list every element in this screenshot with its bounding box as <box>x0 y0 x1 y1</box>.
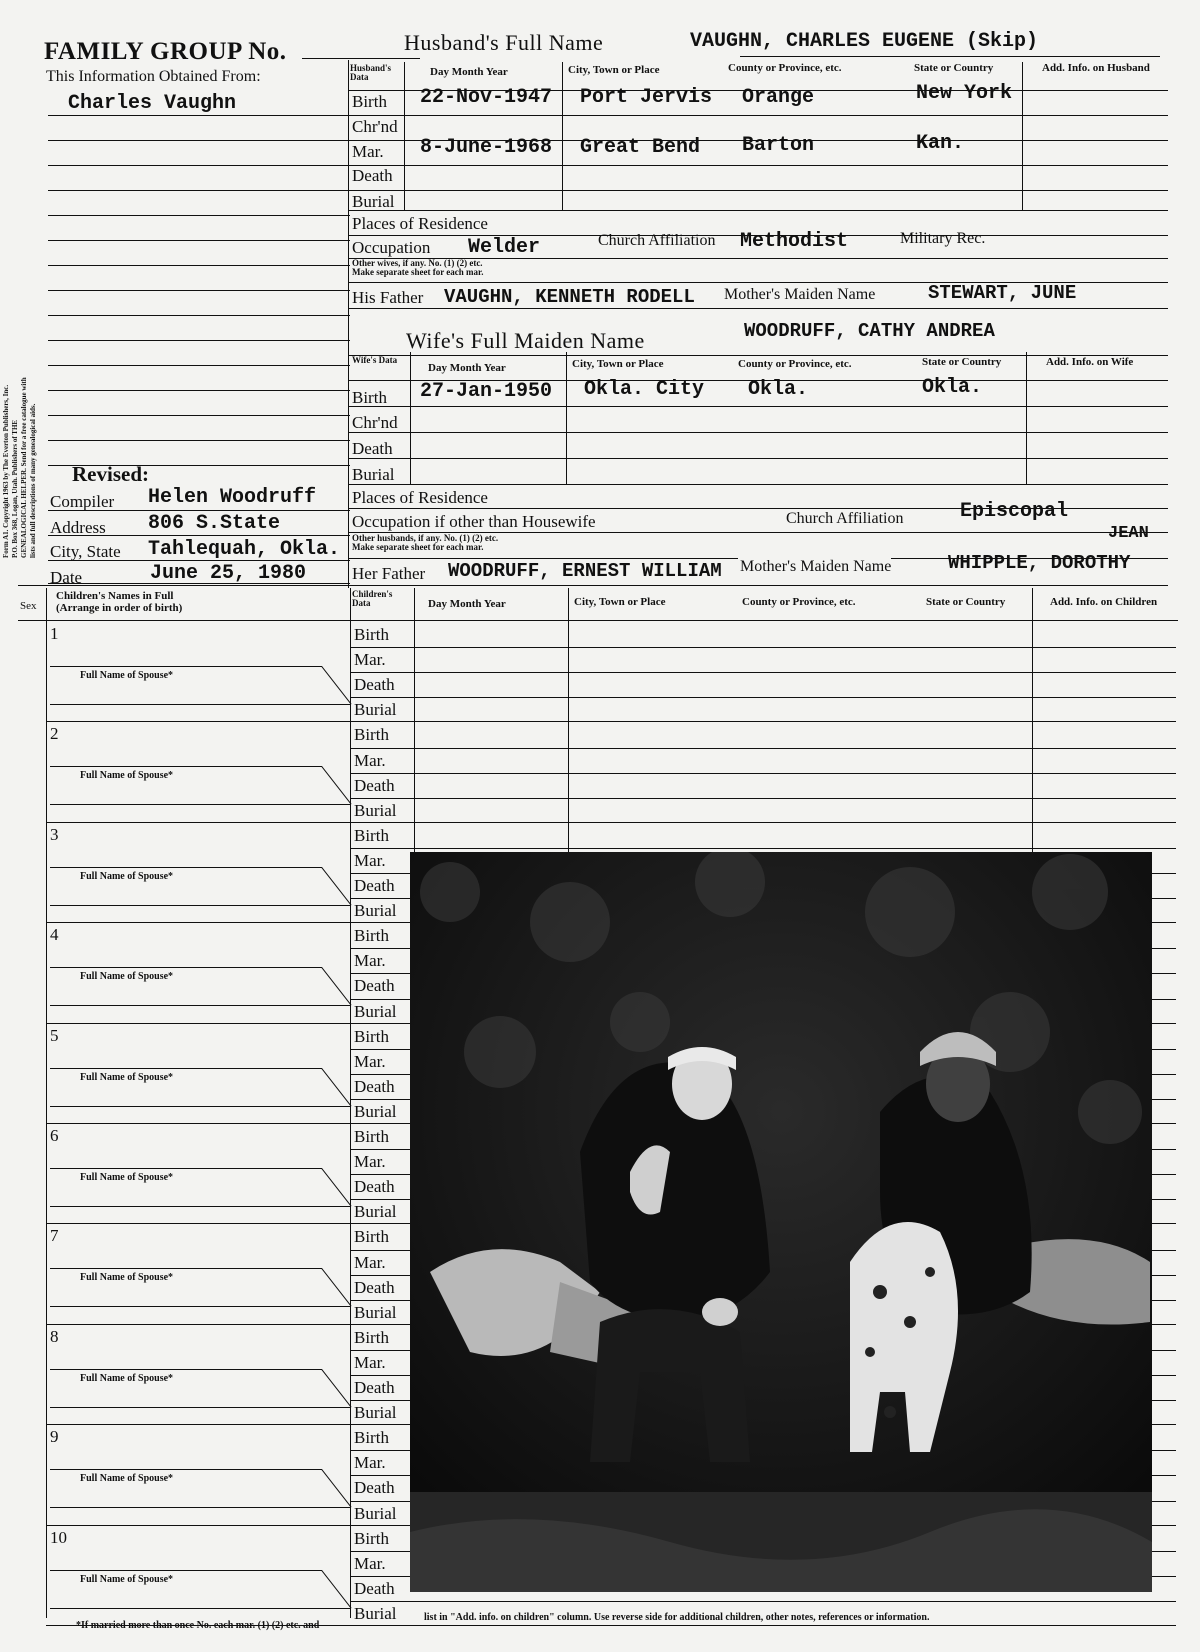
husband-data-header: Husband's Data <box>350 63 392 82</box>
child-event-label: Mar. <box>354 750 386 770</box>
family-photo <box>410 852 1152 1592</box>
husband-birth-label: Birth <box>352 92 387 111</box>
col-county: County or Province, etc. <box>728 62 842 74</box>
child-number: 6 <box>50 1126 59 1145</box>
wife-data-header: Wife's Data <box>352 355 398 365</box>
child-event-label: Burial <box>354 1302 397 1322</box>
publisher-line: P.O. Box 368, Logan, Utah. Publishers of THE <box>11 419 19 558</box>
spouse-name-line <box>50 1005 350 1006</box>
col-add-children: Add. Info. on Children <box>1050 596 1158 608</box>
spouse-label: Full Name of Spouse* <box>80 1071 174 1083</box>
spouse-label: Full Name of Spouse* <box>80 1272 174 1284</box>
spouse-underline <box>50 1268 322 1269</box>
publisher-line: Form A1. Copyright 1963 by The Everton Publishers, Inc. <box>2 384 10 558</box>
husband-burial-label: Burial <box>352 192 395 211</box>
child-event-label: Death <box>354 1478 395 1498</box>
child-event-label: Death <box>354 1076 395 1096</box>
wife-birth-date: 27-Jan-1950 <box>420 380 553 403</box>
spouse-slant-line <box>321 766 351 804</box>
child-block-divider <box>46 822 1176 823</box>
compiler-label: Compiler <box>50 492 115 511</box>
address-label: Address <box>50 518 106 537</box>
date-value: June 25, 1980 <box>150 562 307 585</box>
child-event-label: Death <box>354 976 395 996</box>
child-event-label: Birth <box>354 1026 389 1046</box>
wife-chr-label: Chr'nd <box>352 413 398 432</box>
child-event-label: Birth <box>354 1327 389 1347</box>
child-row-line <box>350 848 1176 849</box>
child-event-label: Death <box>354 775 395 795</box>
obtained-from-label: This Information Obtained From: <box>46 68 261 85</box>
child-event-label: Burial <box>354 1001 397 1021</box>
children-data-header: Children's Data <box>352 589 393 608</box>
spouse-slant-line <box>321 1168 351 1206</box>
child-number: 3 <box>50 824 59 844</box>
children-names-line2: (Arrange in order of birth) <box>56 602 183 614</box>
col-add-wife: Add. Info. on Wife <box>1046 356 1134 368</box>
publisher-line: GENEALOGICAL HELPER. Send for a free catalogue with <box>20 377 28 558</box>
spouse-slant-line <box>321 1469 351 1507</box>
husband-birth-date: 22-Nov-1947 <box>420 86 553 109</box>
spouse-slant-line <box>321 967 351 1005</box>
spouse-label: Full Name of Spouse* <box>80 971 174 983</box>
wife-father-value: WOODRUFF, ERNEST WILLIAM <box>448 560 722 582</box>
child-col-state: State or Country <box>926 596 1006 608</box>
wife-col-state: State or Country <box>922 356 1002 368</box>
child-event-label: Birth <box>354 1428 389 1448</box>
husband-name-value: VAUGHN, CHARLES EUGENE (Skip) <box>690 30 1039 53</box>
child-event-label: Mar. <box>354 1553 386 1573</box>
child-event-label: Burial <box>354 700 397 720</box>
child-event-label: Birth <box>354 1528 389 1548</box>
husband-church-value: Methodist <box>740 230 849 253</box>
child-row-line <box>350 672 1176 673</box>
wife-col-county: County or Province, etc. <box>738 358 852 370</box>
child-event-label: Birth <box>354 1127 389 1146</box>
child-number: 2 <box>50 724 59 744</box>
wife-residence-label: Places of Residence <box>352 488 488 507</box>
child-event-label: Burial <box>354 901 397 921</box>
husband-mar-county: Barton <box>742 134 815 157</box>
child-event-label: Death <box>354 1277 395 1297</box>
wife-church-label: Church Affiliation <box>786 510 904 527</box>
children-names-label <box>56 590 182 614</box>
husband-death-label: Death <box>352 166 393 185</box>
publisher-line: lists and full descriptions of many genealogical aids. <box>29 403 37 558</box>
spouse-underline <box>50 666 322 667</box>
wife-birth-label: Birth <box>352 388 387 407</box>
wife-birth-state: Okla. <box>922 376 983 399</box>
spouse-label: Full Name of Spouse* <box>80 870 174 882</box>
child-number: 7 <box>50 1226 59 1246</box>
spouse-label: Full Name of Spouse* <box>80 1172 174 1183</box>
husband-birth-state: New York <box>916 82 1013 105</box>
child-col-city: City, Town or Place <box>574 596 666 608</box>
husband-occupation-value: Welder <box>468 236 541 259</box>
child-event-label: Burial <box>354 1503 397 1523</box>
child-number: 1 <box>50 624 59 643</box>
husband-father-label: His Father <box>352 288 424 307</box>
publisher-note <box>0 300 42 560</box>
child-event-label: Mar. <box>354 1152 386 1172</box>
child-col-date: Day Month Year <box>428 598 506 610</box>
spouse-underline <box>50 1469 322 1470</box>
other-husbands-label <box>352 534 498 552</box>
spouse-name-line <box>50 1608 350 1609</box>
child-event-label: Mar. <box>354 951 386 971</box>
spouse-label: Full Name of Spouse* <box>80 1372 174 1384</box>
husband-mother-value: STEWART, JUNE <box>928 282 1077 304</box>
wife-birth-county: Okla. <box>748 378 809 401</box>
child-row-line <box>350 773 1176 774</box>
other-husbands-line2: Make separate sheet for each mar. <box>352 542 484 552</box>
child-event-label: Burial <box>354 800 397 820</box>
spouse-slant-line <box>321 666 351 704</box>
spouse-underline <box>50 1068 322 1069</box>
child-number: 9 <box>50 1427 59 1447</box>
spouse-underline <box>50 1369 322 1370</box>
child-number: 4 <box>50 925 59 945</box>
child-event-label: Mar. <box>354 1453 386 1473</box>
spouse-name-line <box>50 1306 350 1307</box>
husband-chr-label: Chr'nd <box>352 117 398 136</box>
footer-note-right: list in "Add. info. on children" column. Use reverse side for additional children, other notes, references or information. <box>424 1612 930 1623</box>
spouse-label: Full Name of Spouse* <box>80 1473 174 1485</box>
spouse-name-line <box>50 704 350 705</box>
child-event-label: Mar. <box>354 1051 386 1071</box>
revised-label: Revised: <box>72 462 149 486</box>
child-row-line <box>350 798 1176 799</box>
child-col-county: County or Province, etc. <box>742 596 856 608</box>
date-label: Date <box>50 568 83 587</box>
husband-mar-state: Kan. <box>916 132 965 155</box>
col-date: Day Month Year <box>430 66 508 78</box>
child-event-label: Birth <box>354 926 389 946</box>
col-state: State or Country <box>914 62 994 74</box>
child-event-label: Death <box>354 675 395 695</box>
husband-father-value: VAUGHN, KENNETH RODELL <box>444 286 695 308</box>
child-number: 8 <box>50 1326 59 1346</box>
compiler-value: Helen Woodruff <box>148 486 317 509</box>
spouse-name-line <box>50 1206 350 1207</box>
wife-mother-label: Mother's Maiden Name <box>740 558 892 575</box>
wife-church-value: Episcopal <box>960 500 1069 523</box>
husband-residence-label: Places of Residence <box>352 214 488 233</box>
spouse-label: Full Name of Spouse* <box>80 1573 174 1585</box>
wife-mother-value: WHIPPLE, DOROTHY <box>948 552 1131 574</box>
family-group-label: FAMILY GROUP No. <box>44 38 287 65</box>
spouse-underline <box>50 766 322 767</box>
sex-label: Sex <box>20 600 37 612</box>
col-city: City, Town or Place <box>568 64 660 76</box>
spouse-underline <box>50 1168 322 1169</box>
footer-note-left: *If married more than once No. each mar. (1) (2) etc. and <box>76 1620 320 1631</box>
child-event-label: Burial <box>354 1101 397 1121</box>
child-event-label: Birth <box>354 725 389 745</box>
wife-mother-extra: JEAN <box>1108 524 1149 543</box>
spouse-underline <box>50 1570 322 1571</box>
spouse-slant-line <box>321 1369 351 1407</box>
other-husbands-line1: Other husbands, if any. No. (1) (2) etc. <box>352 533 499 543</box>
col-add-husband: Add. Info. on Husband <box>1042 62 1150 74</box>
husband-mar-city: Great Bend <box>580 136 701 159</box>
address-value: 806 S.State <box>148 512 281 535</box>
spouse-name-line <box>50 1106 350 1107</box>
child-event-label: Death <box>354 1378 395 1397</box>
wife-col-date: Day Month Year <box>428 362 506 374</box>
child-event-label: Birth <box>354 1227 389 1247</box>
wife-burial-label: Burial <box>352 465 395 484</box>
children-names-line1: Children's Names in Full <box>56 590 174 602</box>
wife-occupation-label: Occupation if other than Housewife <box>352 512 596 531</box>
other-wives-line1: Other wives, if any. No. (1) (2) etc. <box>352 258 483 268</box>
wife-name-value: WOODRUFF, CATHY ANDREA <box>744 320 995 342</box>
child-row-line <box>350 1601 1176 1602</box>
child-event-label: Mar. <box>354 850 386 870</box>
child-event-label: Burial <box>354 1403 397 1423</box>
wife-father-label: Her Father <box>352 564 426 583</box>
child-row-line <box>350 647 1176 648</box>
child-number: 5 <box>50 1025 59 1045</box>
child-block-divider <box>46 721 1176 722</box>
spouse-underline <box>50 867 322 868</box>
child-event-label: Death <box>354 1177 395 1197</box>
child-event-label: Mar. <box>354 1252 386 1272</box>
husband-church-label: Church Affiliation <box>598 232 716 249</box>
husband-military-label: Military Rec. <box>900 230 986 247</box>
spouse-underline <box>50 967 322 968</box>
other-wives-line2: Make separate sheet for each mar. <box>352 267 484 277</box>
city-state-label: City, State <box>50 542 121 561</box>
husband-mar-date: 8-June-1968 <box>420 136 553 159</box>
husband-birth-city: Port Jervis <box>580 86 713 109</box>
spouse-slant-line <box>321 1068 351 1106</box>
spouse-label: Full Name of Spouse* <box>80 770 174 782</box>
child-row-line <box>350 748 1176 749</box>
child-event-label: Death <box>354 876 395 895</box>
husband-mother-label: Mother's Maiden Name <box>724 286 876 303</box>
other-wives-label <box>352 259 483 277</box>
child-event-label: Burial <box>354 1202 397 1222</box>
spouse-slant-line <box>321 867 351 905</box>
child-event-label: Mar. <box>354 650 386 670</box>
child-event-label: Death <box>354 1578 395 1598</box>
child-event-label: Birth <box>354 625 389 644</box>
husband-mar-label: Mar. <box>352 142 384 161</box>
husband-birth-county: Orange <box>742 86 815 109</box>
wife-col-city: City, Town or Place <box>572 358 664 370</box>
wife-death-label: Death <box>352 439 393 458</box>
spouse-name-line <box>50 1507 350 1508</box>
child-event-label: Birth <box>354 825 389 845</box>
spouse-label: Full Name of Spouse* <box>80 670 174 681</box>
child-row-line <box>350 697 1176 698</box>
obtained-from-value: Charles Vaughn <box>68 92 237 115</box>
city-state-value: Tahlequah, Okla. <box>148 538 341 561</box>
child-number: 10 <box>50 1527 67 1547</box>
spouse-slant-line <box>321 1268 351 1306</box>
spouse-name-line <box>50 905 350 906</box>
wife-birth-city: Okla. City <box>584 378 705 401</box>
husband-name-label: Husband's Full Name <box>404 30 604 55</box>
husband-occupation-label: Occupation <box>352 238 431 257</box>
spouse-slant-line <box>321 1570 351 1608</box>
wife-name-label: Wife's Full Maiden Name <box>406 328 645 353</box>
spouse-name-line <box>50 804 350 805</box>
spouse-name-line <box>50 1407 350 1408</box>
child-event-label: Burial <box>354 1603 397 1623</box>
child-event-label: Mar. <box>354 1352 386 1372</box>
